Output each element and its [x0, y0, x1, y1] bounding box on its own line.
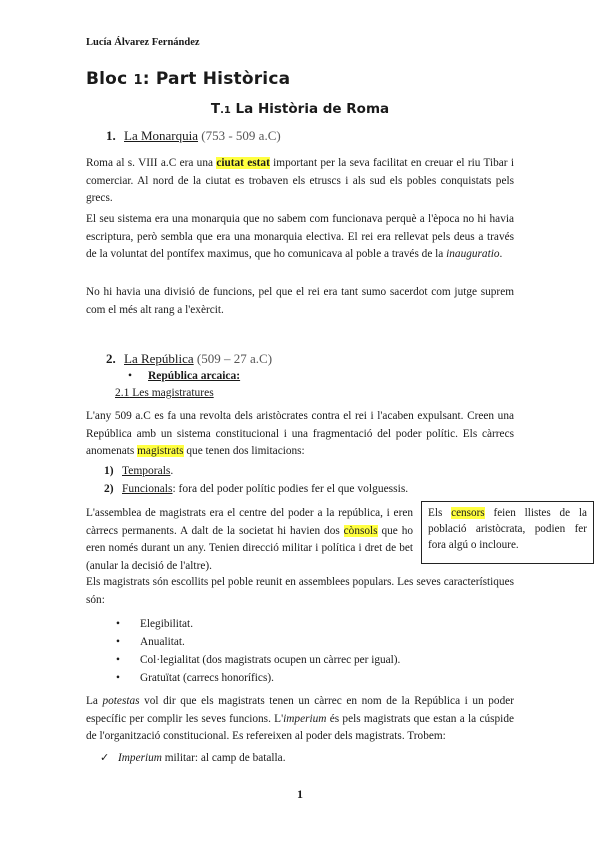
subsection-2-1: 2.1 Les magistratures [115, 387, 214, 399]
paragraph-6: Els magistrats són escollits pel poble reunit en assemblees populars. Les seves característiques són: [86, 576, 514, 606]
checkmark-icon: ✓ [100, 751, 110, 764]
paragraph-7: La potestas vol dir que els magistrats tenen un càrrec en nom de la República i un poder específic per complir les seves funcions. L'imperium és pels magistrats que estan a la cúspide de l'organització constitucional. Es refereixen al poder dels magistrats. Trobem: [86, 695, 514, 742]
feature-item: • Col·legialitat (dos magistrats ocupen un càrrec per igual). [116, 654, 401, 666]
censors-note-box: Els censors feien llistes de la població aristòcrata, podien fer fora algú o incloure. [421, 501, 594, 564]
limit-item: 2) Funcionals: fora del poder polític podies fer el que volguessis. [104, 483, 409, 495]
paragraph-1: Roma al s. VIII a.C era una ciutat estat important per la seva facilitat en creuar el riu Tibar i comerciar. Al nord de la ciutat es trobaven els etruscs i als sud els pobles conquistats pels grecs. [86, 157, 515, 204]
bullet-republica-arcaica: • República arcaica: [128, 370, 241, 382]
paragraph-2: El seu sistema era una monarquia que no sabem com funcionava perquè a l'època no hi havia escriptura, però sembla que era una monarquia electiva. El rei era rellevat pels deus a través de la voluntat del pontífex maximus, que ho comunicava al poble a través de la inauguratio. [86, 213, 514, 260]
limit-item: 1) Temporals. [104, 465, 174, 477]
paragraph-3: No hi havia una divisió de funcions, pel que el rei era tant sumo sacerdot com jutge suprem com el més alt rang a l'exèrcit. [86, 286, 514, 316]
check-item-imperium-militar: ✓ Imperium militar: al camp de batalla. [100, 751, 286, 764]
author-header: Lucía Álvarez Fernández [86, 37, 200, 48]
highlight-consols: cònsols [343, 524, 378, 537]
highlight-ciutat-estat: ciutat estat [216, 157, 270, 169]
bloc-title: Bloc 1: Part Històrica [86, 69, 291, 89]
section-1-heading: 1. La Monarquia (753 - 509 a.C) [106, 128, 281, 143]
paragraph-4: L'any 509 a.C es fa una revolta dels aristòcrates contra el rei i l'acaben expulsant. Creen una República amb un sistema constitucional i una fragmentació del poder polític. Els càrrecs anomenats magistrats que tenen dos limitacions: [86, 410, 514, 457]
highlight-magistrats: magistrats [137, 445, 184, 457]
feature-item: • Anualitat. [116, 636, 185, 648]
section-2-heading: 2. La República (509 – 27 a.C) [106, 351, 273, 366]
highlight-censors: censors [451, 507, 485, 519]
paragraph-5: L'assemblea de magistrats era el centre del poder a la república, i eren càrrecs permanents. A dalt de la societat hi havien dos cònsols que ho eren només durant un any. Tenien direcció militar i política i dret de bet (anular la decisió de l'altre). [86, 507, 413, 572]
feature-item: • Gratuïtat (carrecs honorífics). [116, 672, 274, 684]
feature-item: • Elegibilitat. [116, 618, 194, 630]
topic-title: T.1 La Història de Roma [210, 101, 390, 117]
page-number: 1 [297, 787, 303, 801]
